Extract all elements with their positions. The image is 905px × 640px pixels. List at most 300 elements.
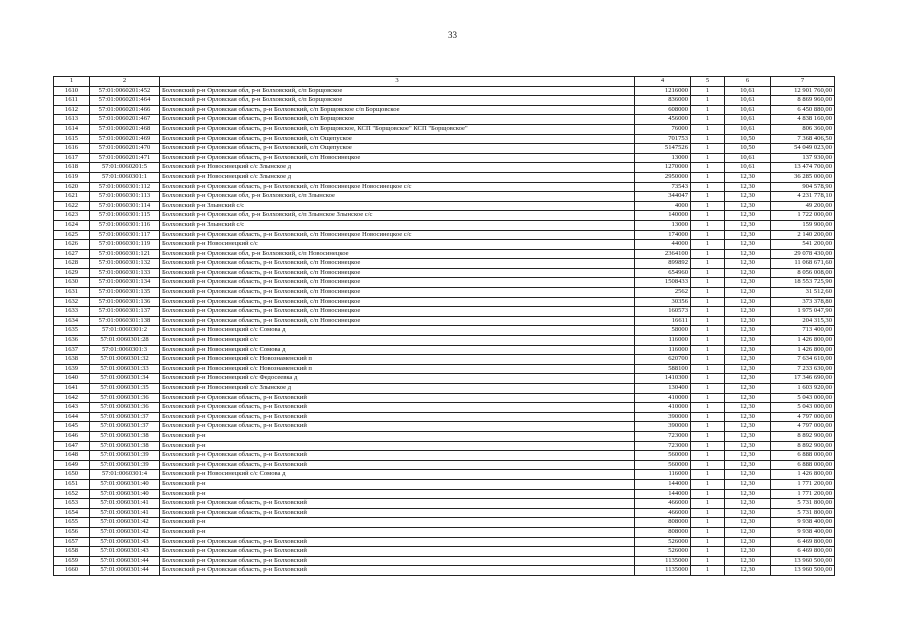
count-cell: 1 <box>691 124 725 134</box>
table-row <box>54 316 835 326</box>
rate-cell: 12,30 <box>725 316 771 326</box>
row-number-cell: 1617 <box>54 153 90 163</box>
cadastral-number-cell: 57:01:0060301:114 <box>90 201 160 211</box>
cadastral-number-cell: 57:01:0060301:33 <box>90 364 160 374</box>
table-row <box>54 326 835 336</box>
area-cell: 808000 <box>635 527 691 537</box>
count-cell: 1 <box>691 460 725 470</box>
value-cell: 1 722 000,00 <box>771 211 835 221</box>
table-row <box>54 422 835 432</box>
rate-cell: 12,30 <box>725 268 771 278</box>
table-row <box>54 527 835 537</box>
row-number-cell: 1642 <box>54 393 90 403</box>
cadastral-number-cell: 57:01:0060301:28 <box>90 336 160 346</box>
value-cell: 4 231 778,10 <box>771 192 835 202</box>
row-number-cell: 1624 <box>54 220 90 230</box>
row-number-cell: 1622 <box>54 201 90 211</box>
row-number-cell: 1612 <box>54 105 90 115</box>
cadastral-number-cell: 57:01:0060301:116 <box>90 220 160 230</box>
table-row <box>54 172 835 182</box>
rate-cell: 12,30 <box>725 364 771 374</box>
column-header: 2 <box>90 77 160 87</box>
count-cell: 1 <box>691 451 725 461</box>
address-cell: Болховский р-н Орловская обл, р-н Болховский, с/п Злынское <box>160 192 635 202</box>
address-cell: Болховский р-н <box>160 431 635 441</box>
table-row <box>54 105 835 115</box>
row-number-cell: 1660 <box>54 566 90 576</box>
column-header: 3 <box>160 77 635 87</box>
address-cell: Болховский р-н Новосинецкий с/с Новознаменский п <box>160 355 635 365</box>
address-cell: Болховский р-н Орловская область, р-н Болховский, с/п Новосинецкое <box>160 288 635 298</box>
area-cell: 1135000 <box>635 556 691 566</box>
area-cell: 76000 <box>635 124 691 134</box>
rate-cell: 12,30 <box>725 470 771 480</box>
table-row <box>54 547 835 557</box>
value-cell: 8 892 900,00 <box>771 431 835 441</box>
table-row <box>54 355 835 365</box>
address-cell: Болховский р-н Орловская область, р-н Болховский <box>160 556 635 566</box>
table-row <box>54 144 835 154</box>
area-cell: 16611 <box>635 316 691 326</box>
area-cell: 130400 <box>635 384 691 394</box>
area-cell: 410000 <box>635 393 691 403</box>
cadastral-number-cell: 57:01:0060301:43 <box>90 537 160 547</box>
rate-cell: 12,30 <box>725 182 771 192</box>
table-row <box>54 537 835 547</box>
cadastral-number-cell: 57:01:0060301:112 <box>90 182 160 192</box>
value-cell: 18 553 725,90 <box>771 278 835 288</box>
count-cell: 1 <box>691 278 725 288</box>
value-cell: 4 797 000,00 <box>771 412 835 422</box>
address-cell: Болховский р-н Орловская область, р-н Болховский <box>160 451 635 461</box>
area-cell: 58000 <box>635 326 691 336</box>
address-cell: Болховский р-н Орловская область, р-н Болховский, с/п Новосинецкое <box>160 153 635 163</box>
count-cell: 1 <box>691 268 725 278</box>
count-cell: 1 <box>691 172 725 182</box>
area-cell: 1270000 <box>635 163 691 173</box>
count-cell: 1 <box>691 86 725 96</box>
rate-cell: 12,30 <box>725 460 771 470</box>
value-cell: 159 900,00 <box>771 220 835 230</box>
count-cell: 1 <box>691 384 725 394</box>
cadastral-number-cell: 57:01:0060301:35 <box>90 384 160 394</box>
address-cell: Болховский р-н Орловская область, р-н Болховский <box>160 460 635 470</box>
count-cell: 1 <box>691 393 725 403</box>
row-number-cell: 1625 <box>54 230 90 240</box>
value-cell: 6 469 800,00 <box>771 537 835 547</box>
area-cell: 808000 <box>635 518 691 528</box>
table-row <box>54 451 835 461</box>
row-number-cell: 1619 <box>54 172 90 182</box>
count-cell: 1 <box>691 326 725 336</box>
count-cell: 1 <box>691 96 725 106</box>
table-row <box>54 374 835 384</box>
row-number-cell: 1656 <box>54 527 90 537</box>
value-cell: 204 315,30 <box>771 316 835 326</box>
area-cell: 456000 <box>635 115 691 125</box>
count-cell: 1 <box>691 364 725 374</box>
rate-cell: 12,30 <box>725 249 771 259</box>
area-cell: 1508433 <box>635 278 691 288</box>
rate-cell: 12,30 <box>725 451 771 461</box>
area-cell: 1216000 <box>635 86 691 96</box>
rate-cell: 12,30 <box>725 336 771 346</box>
value-cell: 5 731 800,00 <box>771 499 835 509</box>
cadastral-number-cell: 57:01:0060301:2 <box>90 326 160 336</box>
cadastral-number-cell: 57:01:0060301:39 <box>90 451 160 461</box>
table-row <box>54 393 835 403</box>
area-cell: 116000 <box>635 470 691 480</box>
row-number-cell: 1632 <box>54 297 90 307</box>
value-cell: 13 474 700,00 <box>771 163 835 173</box>
row-number-cell: 1610 <box>54 86 90 96</box>
address-cell: Болховский р-н Орловская область, р-н Болховский <box>160 537 635 547</box>
value-cell: 6 469 800,00 <box>771 547 835 557</box>
address-cell: Болховский р-н Орловская область, р-н Болховский, с/п Борщовское с/п Борщовское <box>160 105 635 115</box>
cadastral-number-cell: 57:01:0060301:40 <box>90 479 160 489</box>
count-cell: 1 <box>691 220 725 230</box>
table-row <box>54 345 835 355</box>
count-cell: 1 <box>691 230 725 240</box>
cadastral-number-cell: 57:01:0060301:4 <box>90 470 160 480</box>
count-cell: 1 <box>691 182 725 192</box>
cadastral-number-cell: 57:01:0060201:470 <box>90 144 160 154</box>
column-number-row <box>54 77 835 87</box>
value-cell: 5 043 000,00 <box>771 403 835 413</box>
rate-cell: 12,30 <box>725 441 771 451</box>
table-row <box>54 249 835 259</box>
value-cell: 137 930,00 <box>771 153 835 163</box>
count-cell: 1 <box>691 144 725 154</box>
value-cell: 1 426 800,00 <box>771 470 835 480</box>
area-cell: 466000 <box>635 508 691 518</box>
rate-cell: 10,61 <box>725 96 771 106</box>
row-number-cell: 1611 <box>54 96 90 106</box>
count-cell: 1 <box>691 192 725 202</box>
value-cell: 9 938 400,00 <box>771 527 835 537</box>
table-row <box>54 556 835 566</box>
cadastral-number-cell: 57:01:0060301:43 <box>90 547 160 557</box>
address-cell: Болховский р-н Орловская область, р-н Болховский <box>160 393 635 403</box>
area-cell: 73543 <box>635 182 691 192</box>
count-cell: 1 <box>691 153 725 163</box>
count-cell: 1 <box>691 537 725 547</box>
row-number-cell: 1655 <box>54 518 90 528</box>
rate-cell: 10,61 <box>725 115 771 125</box>
rate-cell: 10,61 <box>725 105 771 115</box>
row-number-cell: 1636 <box>54 336 90 346</box>
row-number-cell: 1658 <box>54 547 90 557</box>
row-number-cell: 1634 <box>54 316 90 326</box>
count-cell: 1 <box>691 297 725 307</box>
value-cell: 1 975 047,90 <box>771 307 835 317</box>
count-cell: 1 <box>691 489 725 499</box>
area-cell: 1410300 <box>635 374 691 384</box>
cadastral-value-table <box>53 76 835 576</box>
area-cell: 30356 <box>635 297 691 307</box>
rate-cell: 12,30 <box>725 403 771 413</box>
cadastral-number-cell: 57:01:0060301:137 <box>90 307 160 317</box>
table-row <box>54 220 835 230</box>
value-cell: 806 360,00 <box>771 124 835 134</box>
value-cell: 11 068 671,60 <box>771 259 835 269</box>
cadastral-number-cell: 57:01:0060301:44 <box>90 556 160 566</box>
count-cell: 1 <box>691 403 725 413</box>
area-cell: 144000 <box>635 489 691 499</box>
count-cell: 1 <box>691 134 725 144</box>
rate-cell: 12,30 <box>725 307 771 317</box>
row-number-cell: 1630 <box>54 278 90 288</box>
value-cell: 12 901 760,00 <box>771 86 835 96</box>
area-cell: 2950000 <box>635 172 691 182</box>
rate-cell: 12,30 <box>725 288 771 298</box>
address-cell: Болховский р-н Новосинецкий с/с Злынское д <box>160 172 635 182</box>
value-cell: 6 888 000,00 <box>771 451 835 461</box>
area-cell: 44000 <box>635 240 691 250</box>
address-cell: Болховский р-н Орловская обл, р-н Болховский, с/п Борщовское <box>160 86 635 96</box>
table-row <box>54 403 835 413</box>
table-row <box>54 441 835 451</box>
address-cell: Болховский р-н Злынский с/с <box>160 220 635 230</box>
count-cell: 1 <box>691 479 725 489</box>
area-cell: 410000 <box>635 403 691 413</box>
count-cell: 1 <box>691 201 725 211</box>
count-cell: 1 <box>691 336 725 346</box>
table-row <box>54 96 835 106</box>
rate-cell: 10,50 <box>725 134 771 144</box>
rate-cell: 12,30 <box>725 192 771 202</box>
address-cell: Болховский р-н Орловская обл, р-н Болховский, с/п Злынское Злынское с/с <box>160 211 635 221</box>
table-row <box>54 134 835 144</box>
row-number-cell: 1628 <box>54 259 90 269</box>
value-cell: 17 346 690,00 <box>771 374 835 384</box>
area-cell: 466000 <box>635 499 691 509</box>
value-cell: 8 869 960,00 <box>771 96 835 106</box>
cadastral-number-cell: 57:01:0060201:464 <box>90 96 160 106</box>
address-cell: Болховский р-н Новосинецкий с/с Сомова д <box>160 345 635 355</box>
rate-cell: 12,30 <box>725 422 771 432</box>
count-cell: 1 <box>691 374 725 384</box>
area-cell: 1135000 <box>635 566 691 576</box>
count-cell: 1 <box>691 566 725 576</box>
count-cell: 1 <box>691 499 725 509</box>
area-cell: 13000 <box>635 220 691 230</box>
page-number: 33 <box>448 30 457 40</box>
area-cell: 526000 <box>635 547 691 557</box>
address-cell: Болховский р-н Орловская область, р-н Болховский, с/п Новосинецкое Новосинецкое с/с <box>160 230 635 240</box>
count-cell: 1 <box>691 240 725 250</box>
area-cell: 174000 <box>635 230 691 240</box>
count-cell: 1 <box>691 547 725 557</box>
value-cell: 1 771 200,00 <box>771 489 835 499</box>
count-cell: 1 <box>691 431 725 441</box>
rate-cell: 12,30 <box>725 259 771 269</box>
rate-cell: 12,30 <box>725 537 771 547</box>
rate-cell: 10,61 <box>725 86 771 96</box>
address-cell: Болховский р-н Орловская область, р-н Болховский, с/п Ощепуское <box>160 144 635 154</box>
cadastral-number-cell: 57:01:0060301:41 <box>90 508 160 518</box>
cadastral-number-cell: 57:01:0060301:134 <box>90 278 160 288</box>
cadastral-number-cell: 57:01:0060301:117 <box>90 230 160 240</box>
row-number-cell: 1646 <box>54 431 90 441</box>
address-cell: Болховский р-н Орловская область, р-н Болховский, с/п Новосинецкое Новосинецкое с/с <box>160 182 635 192</box>
area-cell: 116000 <box>635 345 691 355</box>
rate-cell: 12,30 <box>725 230 771 240</box>
table-row <box>54 460 835 470</box>
table-row <box>54 384 835 394</box>
rate-cell: 12,30 <box>725 297 771 307</box>
rate-cell: 12,30 <box>725 393 771 403</box>
count-cell: 1 <box>691 259 725 269</box>
value-cell: 31 512,60 <box>771 288 835 298</box>
row-number-cell: 1613 <box>54 115 90 125</box>
count-cell: 1 <box>691 288 725 298</box>
area-cell: 4000 <box>635 201 691 211</box>
value-cell: 7 368 406,50 <box>771 134 835 144</box>
table-row <box>54 364 835 374</box>
table-row <box>54 230 835 240</box>
value-cell: 2 140 200,00 <box>771 230 835 240</box>
address-cell: Болховский р-н <box>160 489 635 499</box>
rate-cell: 12,30 <box>725 211 771 221</box>
cadastral-number-cell: 57:01:0060301:36 <box>90 393 160 403</box>
count-cell: 1 <box>691 211 725 221</box>
area-cell: 608000 <box>635 105 691 115</box>
count-cell: 1 <box>691 316 725 326</box>
rate-cell: 12,30 <box>725 172 771 182</box>
value-cell: 713 400,00 <box>771 326 835 336</box>
value-cell: 4 797 000,00 <box>771 422 835 432</box>
cadastral-number-cell: 57:01:0060201:466 <box>90 105 160 115</box>
value-cell: 13 960 500,00 <box>771 566 835 576</box>
address-cell: Болховский р-н Новосинецкий с/с Федосеевка д <box>160 374 635 384</box>
area-cell: 560000 <box>635 460 691 470</box>
value-cell: 4 838 160,00 <box>771 115 835 125</box>
table-row <box>54 566 835 576</box>
value-cell: 36 285 000,00 <box>771 172 835 182</box>
value-cell: 373 378,80 <box>771 297 835 307</box>
value-cell: 5 731 800,00 <box>771 508 835 518</box>
address-cell: Болховский р-н Орловская область, р-н Болховский, с/п Новосинецкое <box>160 307 635 317</box>
cadastral-number-cell: 57:01:0060301:39 <box>90 460 160 470</box>
cadastral-number-cell: 57:01:0060301:42 <box>90 518 160 528</box>
area-cell: 116000 <box>635 336 691 346</box>
rate-cell: 12,30 <box>725 355 771 365</box>
row-number-cell: 1637 <box>54 345 90 355</box>
column-header: 7 <box>771 77 835 87</box>
area-cell: 5147526 <box>635 144 691 154</box>
table-row <box>54 163 835 173</box>
address-cell: Болховский р-н Орловская область, р-н Болховский, с/п Новосинецкое <box>160 297 635 307</box>
address-cell: Болховский р-н Орловская область, р-н Болховский, с/п Новосинецкое <box>160 259 635 269</box>
cadastral-number-cell: 57:01:0060301:44 <box>90 566 160 576</box>
address-cell: Болховский р-н Орловская обл, р-н Болховский, с/п Новосинецкое <box>160 249 635 259</box>
table-row <box>54 508 835 518</box>
column-header: 4 <box>635 77 691 87</box>
count-cell: 1 <box>691 105 725 115</box>
table-row <box>54 288 835 298</box>
address-cell: Болховский р-н Злынский с/с <box>160 201 635 211</box>
address-cell: Болховский р-н Орловская область, р-н Болховский, с/п Ощепуское <box>160 134 635 144</box>
row-number-cell: 1626 <box>54 240 90 250</box>
table-row <box>54 336 835 346</box>
address-cell: Болховский р-н Орловская область, р-н Болховский, с/п Новосинецкое <box>160 278 635 288</box>
value-cell: 13 960 500,00 <box>771 556 835 566</box>
address-cell: Болховский р-н Орловская область, р-н Болховский, с/п Новосинецкое <box>160 268 635 278</box>
row-number-cell: 1643 <box>54 403 90 413</box>
count-cell: 1 <box>691 518 725 528</box>
rate-cell: 12,30 <box>725 508 771 518</box>
cadastral-number-cell: 57:01:0060301:135 <box>90 288 160 298</box>
table-row <box>54 259 835 269</box>
value-cell: 1 603 920,00 <box>771 384 835 394</box>
rate-cell: 10,61 <box>725 163 771 173</box>
row-number-cell: 1633 <box>54 307 90 317</box>
cadastral-number-cell: 57:01:0060301:132 <box>90 259 160 269</box>
address-cell: Болховский р-н Орловская обл, р-н Болховский, с/п Борщовское <box>160 96 635 106</box>
area-cell: 836000 <box>635 96 691 106</box>
table-row <box>54 431 835 441</box>
table-row <box>54 201 835 211</box>
cadastral-number-cell: 57:01:0060301:38 <box>90 431 160 441</box>
area-cell: 654960 <box>635 268 691 278</box>
row-number-cell: 1615 <box>54 134 90 144</box>
cadastral-number-cell: 57:01:0060301:133 <box>90 268 160 278</box>
row-number-cell: 1641 <box>54 384 90 394</box>
table-row <box>54 124 835 134</box>
cadastral-number-cell: 57:01:0060201:5 <box>90 163 160 173</box>
rate-cell: 10,50 <box>725 144 771 154</box>
cadastral-number-cell: 57:01:0060301:1 <box>90 172 160 182</box>
area-cell: 526000 <box>635 537 691 547</box>
row-number-cell: 1657 <box>54 537 90 547</box>
value-cell: 6 450 880,00 <box>771 105 835 115</box>
table-row <box>54 211 835 221</box>
row-number-cell: 1621 <box>54 192 90 202</box>
area-cell: 344047 <box>635 192 691 202</box>
value-cell: 7 634 610,00 <box>771 355 835 365</box>
row-number-cell: 1627 <box>54 249 90 259</box>
area-cell: 560000 <box>635 451 691 461</box>
value-cell: 1 426 800,00 <box>771 336 835 346</box>
table-row <box>54 240 835 250</box>
address-cell: Болховский р-н Новосинецкий с/с Сомова д <box>160 470 635 480</box>
row-number-cell: 1614 <box>54 124 90 134</box>
rate-cell: 12,30 <box>725 412 771 422</box>
table-row <box>54 307 835 317</box>
area-cell: 390000 <box>635 412 691 422</box>
row-number-cell: 1644 <box>54 412 90 422</box>
address-cell: Болховский р-н Новосинецкий с/с Злынское д <box>160 163 635 173</box>
table-body <box>54 77 835 576</box>
rate-cell: 10,61 <box>725 153 771 163</box>
table-row <box>54 278 835 288</box>
cadastral-number-cell: 57:01:0060301:121 <box>90 249 160 259</box>
area-cell: 588100 <box>635 364 691 374</box>
address-cell: Болховский р-н Орловская область, р-н Болховский <box>160 412 635 422</box>
area-cell: 701753 <box>635 134 691 144</box>
row-number-cell: 1618 <box>54 163 90 173</box>
count-cell: 1 <box>691 307 725 317</box>
value-cell: 1 426 800,00 <box>771 345 835 355</box>
address-cell: Болховский р-н Орловская область, р-н Болховский <box>160 422 635 432</box>
area-cell: 13000 <box>635 153 691 163</box>
count-cell: 1 <box>691 508 725 518</box>
column-header: 1 <box>54 77 90 87</box>
cadastral-number-cell: 57:01:0060301:42 <box>90 527 160 537</box>
row-number-cell: 1651 <box>54 479 90 489</box>
area-cell: 620700 <box>635 355 691 365</box>
